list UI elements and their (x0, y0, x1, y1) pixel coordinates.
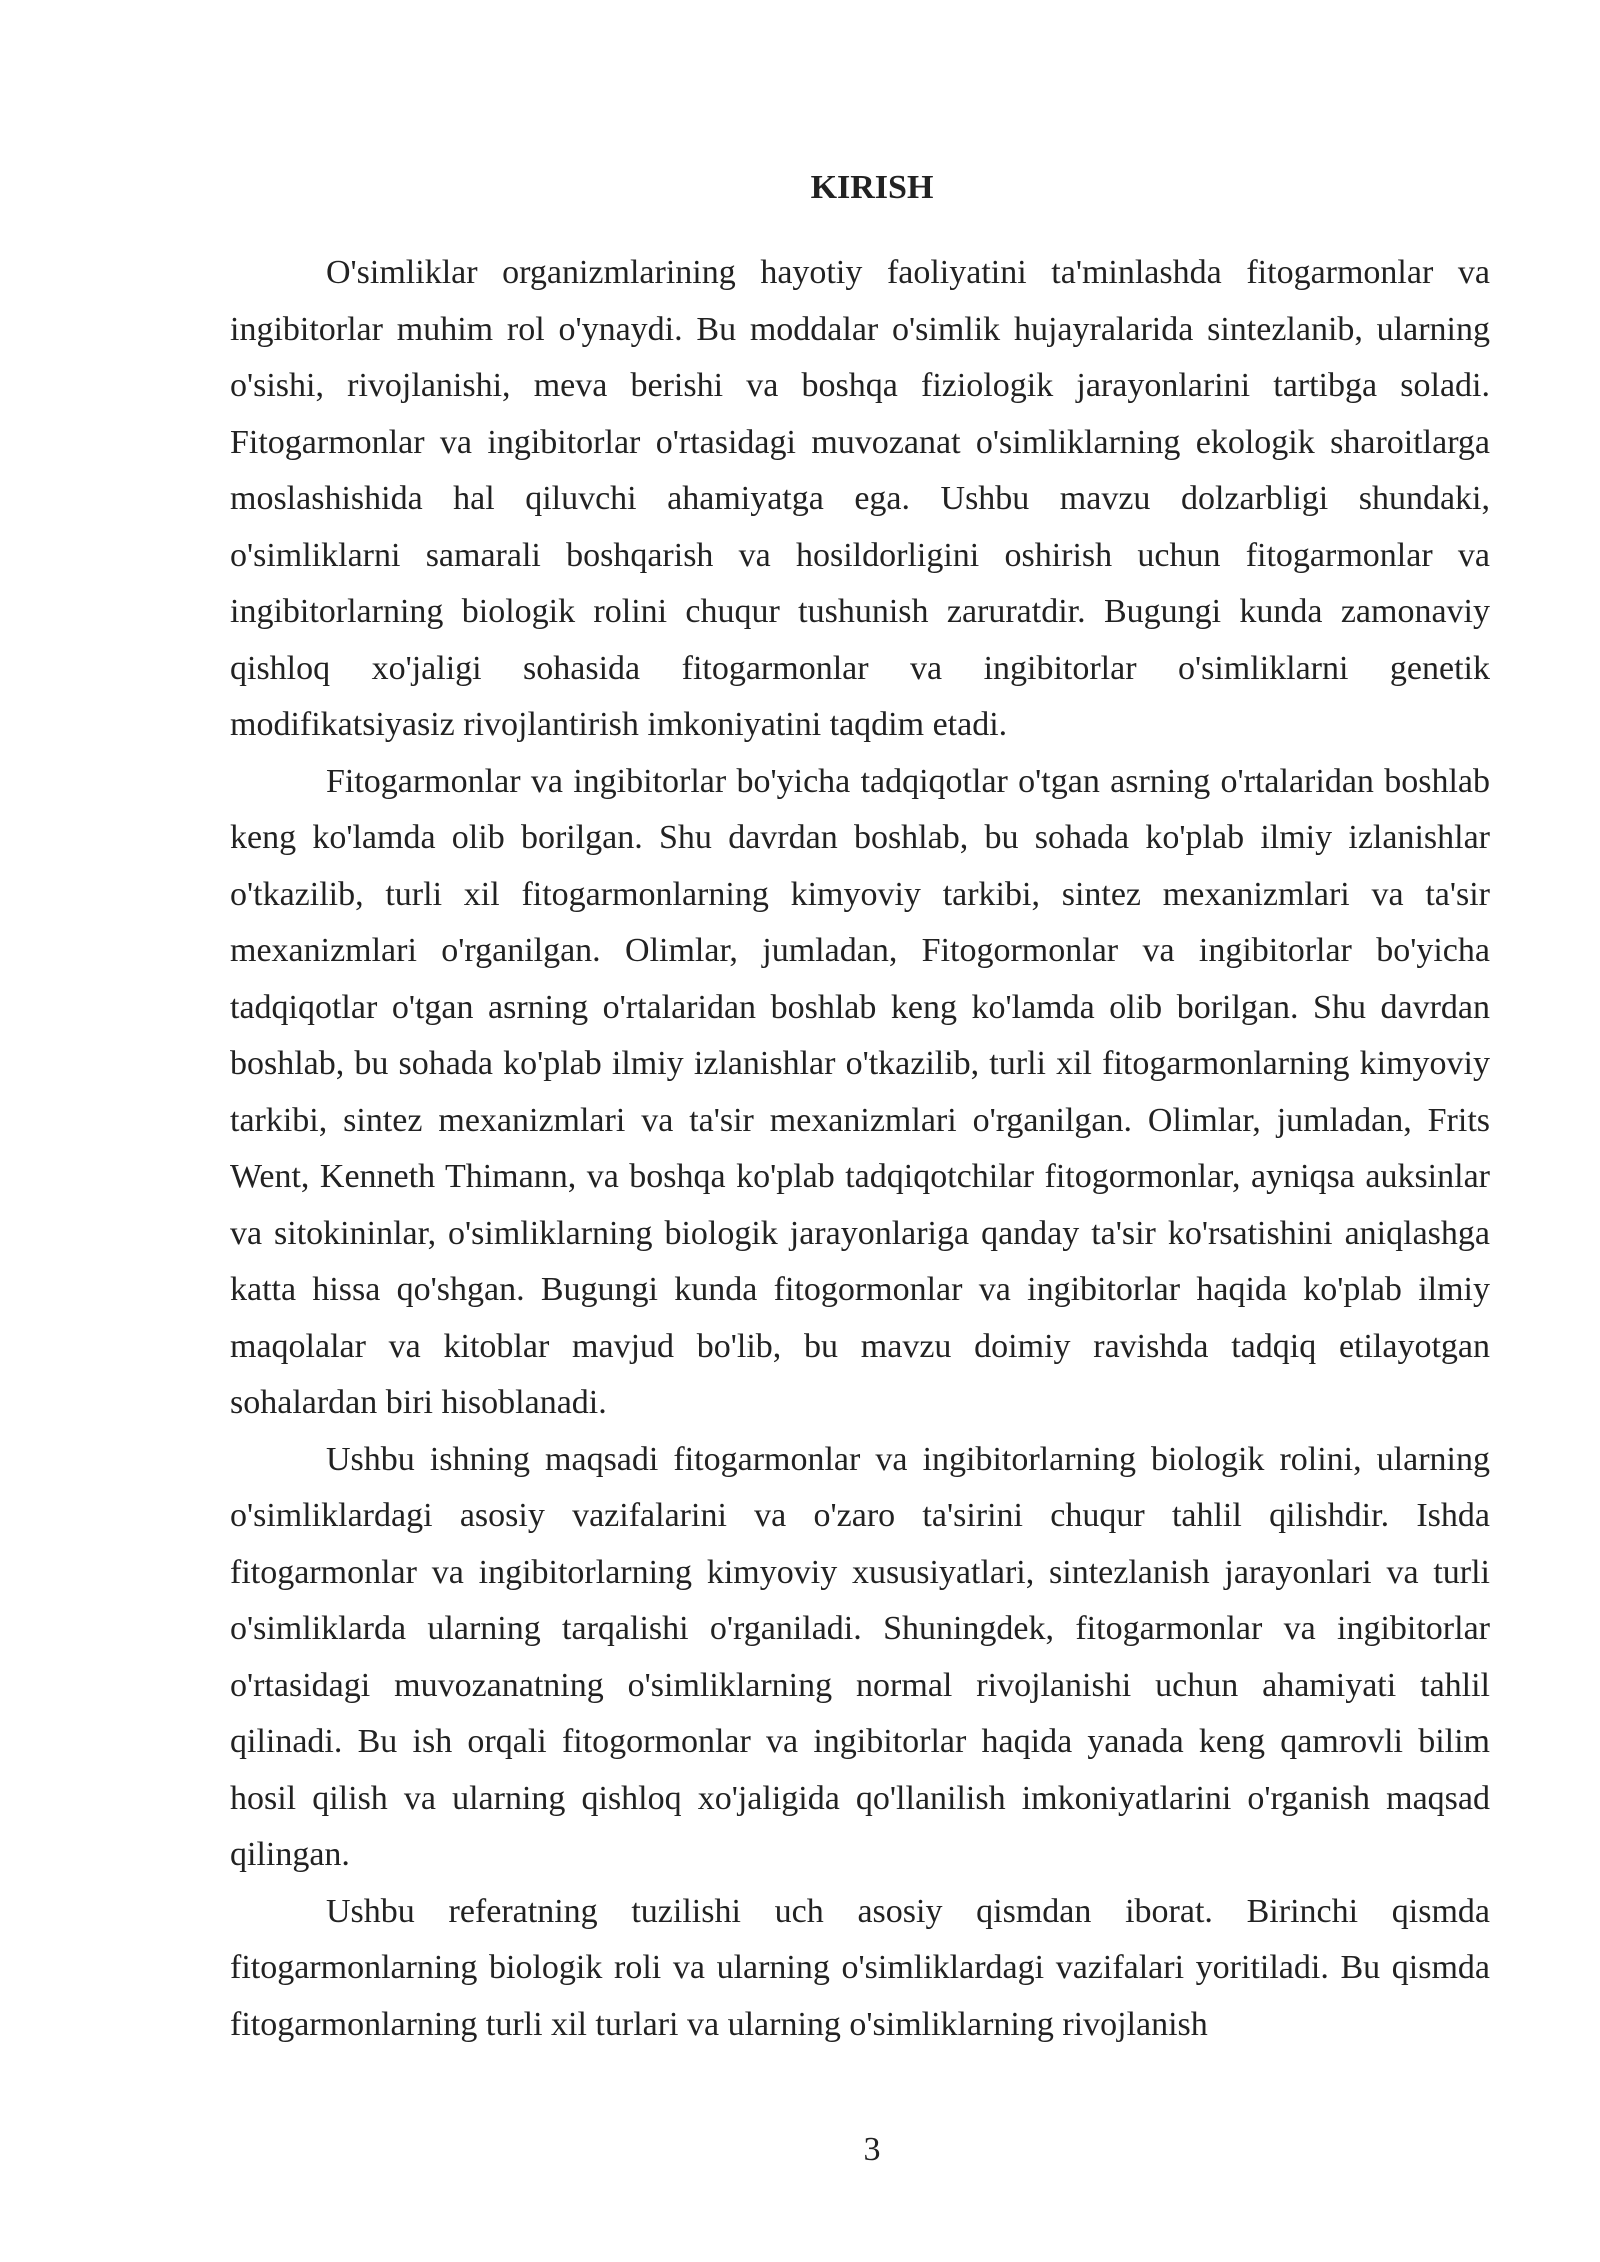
paragraph-4: Ushbu referatning tuzilishi uch asosiy qismdan iborat. Birinchi qismda fitogarmonlarning biologik roli va ularning o'simliklardagi vazifalari yoritiladi. Bu qismda fitogarmonlarning turli xil turlari va ularning o'simliklarning rivojlanish (230, 1892, 1490, 2043)
paragraph-1: O'simliklar organizmlarining hayotiy faoliyatini ta'minlashda fitogarmonlar va ingibitorlar muhim rol o'ynaydi. Bu moddalar o'simlik hujayralarida sintezlanib, ularning o'sishi, rivojlanishi, meva berishi va boshqa fiziologik jarayonlarini tartibga soladi. Fitogarmonlar va ingibitorlar o'rtasidagi muvozanat o'simliklarning ekologik sharoitlarga moslashishida hal qiluvchi ahamiyatga ega. Ushbu mavzu dolzarbligi shundaki, o'simliklarni samarali boshqarish va hosildorligini oshirish uchun fitogarmonlar va ingibitorlarning biologik rolini chuqur tushunish zaruratdir. Bugungi kunda zamonaviy qishloq xo'jaligi sohasida fitogarmonlar va ingibitorlar o'simliklarni genetik modifikatsiyasiz rivojlantirish imkoniyatini taqdim etadi. (230, 254, 1490, 743)
page-number: 3 (863, 2131, 881, 2168)
page-heading: KIRISH (810, 169, 934, 206)
paragraph-3: Ushbu ishning maqsadi fitogarmonlar va ingibitorlarning biologik rolini, ularning o'simliklardagi asosiy vazifalarini va o'zaro ta'sirini chuqur tahlil qilishdir. Ishda fitogarmonlar va ingibitorlarning kimyoviy xususiyatlari, sintezlanish jarayonlari va turli o'simliklarda ularning tarqalishi o'rganiladi. Shuningdek, fitogarmonlar va ingibitorlar o'rtasidagi muvozanatning o'simliklarning normal rivojlanishi uchun ahamiyati tahlil qilinadi. Bu ish orqali fitogormonlar va ingibitorlar haqida yanada keng qamrovli bilim hosil qilish va ularning qishloq xo'jaligida qo'llanilish imkoniyatlarini o'rganish maqsad qilingan. (230, 1440, 1490, 1873)
paragraph-2: Fitogarmonlar va ingibitorlar bo'yicha tadqiqotlar o'tgan asrning o'rtalaridan boshlab keng ko'lamda olib borilgan. Shu davrdan boshlab, bu sohada ko'plab ilmiy izlanishlar o'tkazilib, turli xil fitogarmonlarning kimyoviy tarkibi, sintez mexanizmlari va ta'sir mexanizmlari o'rganilgan. Olimlar, jumladan, Fitogormonlar va ingibitorlar bo'yicha tadqiqotlar o'tgan asrning o'rtalaridan boshlab keng ko'lamda olib borilgan. Shu davrdan boshlab, bu sohada ko'plab ilmiy izlanishlar o'tkazilib, turli xil fitogarmonlarning kimyoviy tarkibi, sintez mexanizmlari va ta'sir mexanizmlari o'rganilgan. Olimlar, jumladan, Frits Went, Kenneth Thimann, va boshqa ko'plab tadqiqotchilar fitogormonlar, ayniqsa auksinlar va sitokininlar, o'simliklarning biologik jarayonlariga qanday ta'sir ko'rsatishini aniqlashga katta hissa qo'shgan. Bugungi kunda fitogormonlar va ingibitorlar haqida ko'plab ilmiy maqolalar va kitoblar mavjud bo'lib, bu mavzu doimiy ravishda tadqiq etilayotgan sohalardan biri hisoblanadi. (230, 762, 1490, 1421)
body-text (230, 245, 1490, 2053)
